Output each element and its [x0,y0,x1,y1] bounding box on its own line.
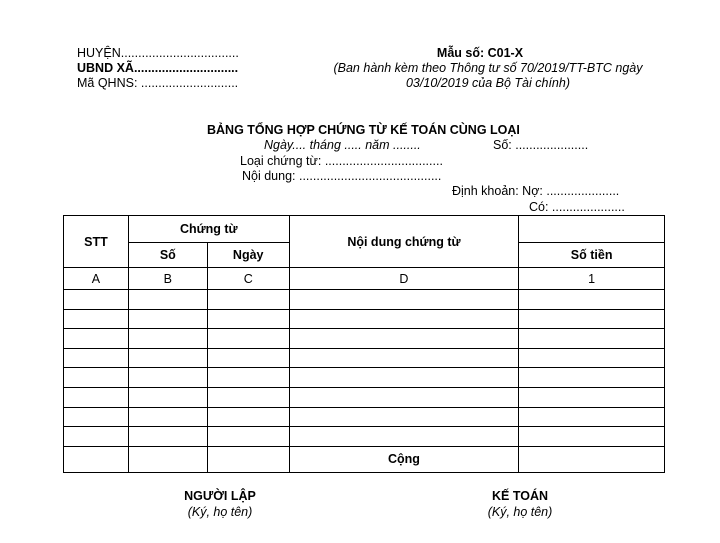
issued-line-2: 03/10/2019 của Bộ Tài chính) [405,76,570,90]
table-cell[interactable] [519,348,665,368]
table-cell[interactable] [128,368,207,388]
table-cell[interactable] [289,309,519,329]
accountant-title: KẾ TOÁN [491,489,549,503]
table-cell[interactable] [519,387,665,407]
table-cell[interactable] [289,368,519,388]
number-line: Số: ..................... [493,138,589,152]
table-row [64,329,665,349]
table-cell[interactable] [64,368,129,388]
table-row [64,407,665,427]
preparer-note: (Ký, họ tên) [187,505,253,519]
number-header: Số [128,243,207,268]
table-cell[interactable] [64,387,129,407]
table-cell[interactable] [519,427,665,447]
debit-line: Định khoản: Nợ: ..................... [452,184,620,198]
table-cell[interactable] [64,309,129,329]
table-cell[interactable] [289,427,519,447]
table-cell[interactable] [128,329,207,349]
accountant-note: (Ký, họ tên) [487,505,553,519]
page-title: BẢNG TỔNG HỢP CHỨNG TỪ KẾ TOÁN CÙNG LOẠI [207,123,520,137]
table-cell[interactable] [289,329,519,349]
stt-header: STT [64,216,129,268]
table-cell[interactable] [207,329,289,349]
table-row [64,368,665,388]
total-amount-cell[interactable] [519,446,665,472]
table-cell[interactable] [207,348,289,368]
voucher-type-line: Loại chứng từ: .................................. [240,154,443,168]
date-header: Ngày [207,243,289,268]
table-cell[interactable] [289,387,519,407]
table-cell[interactable] [207,368,289,388]
table-cell[interactable] [519,407,665,427]
table-cell[interactable] [128,387,207,407]
table-cell[interactable] [207,309,289,329]
table-cell[interactable] [128,348,207,368]
total-label: Cộng [289,446,519,472]
preparer-title: NGƯỜI LẬP [184,489,256,503]
table-row [64,348,665,368]
voucher-header: Chứng từ [128,216,289,243]
table-cell[interactable] [64,290,129,310]
table-row [64,427,665,447]
table-cell[interactable] [207,387,289,407]
ubnd-line: UBND XÃ.............................. [77,61,239,75]
table-cell[interactable] [519,309,665,329]
total-row [64,446,665,472]
voucher-table [63,215,665,473]
amount-header: Số tiền [519,243,665,268]
content-line: Nội dung: ......................................... [242,169,442,183]
form-number: Mẫu số: C01-X [436,46,524,60]
table-cell[interactable] [128,309,207,329]
qhns-line: Mã QHNS: ............................ [77,76,239,90]
code-row: A B C D 1 [64,268,665,290]
content-header: Nội dung chứng từ [289,216,519,268]
table-cell[interactable] [128,427,207,447]
table-cell[interactable] [128,290,207,310]
issued-line-1: (Ban hành kèm theo Thông tư số 70/2019/TT-BTC ngày [333,61,643,75]
table-cell[interactable] [64,329,129,349]
table-cell[interactable] [519,290,665,310]
credit-line: Có: ..................... [529,200,625,214]
date-line: Ngày.... tháng ..... năm ........ [264,138,421,152]
huyen-line: HUYỆN.................................. [77,46,239,60]
table-cell[interactable] [64,427,129,447]
table-row [64,309,665,329]
table-row [64,387,665,407]
table-cell[interactable] [64,348,129,368]
table-row [64,290,665,310]
table-cell[interactable] [289,348,519,368]
table-cell[interactable] [207,290,289,310]
table-cell[interactable] [207,427,289,447]
table-cell[interactable] [289,407,519,427]
table-cell[interactable] [519,329,665,349]
table-cell[interactable] [128,407,207,427]
table-cell[interactable] [519,368,665,388]
table-cell[interactable] [289,290,519,310]
table-cell[interactable] [207,407,289,427]
table-cell[interactable] [64,407,129,427]
